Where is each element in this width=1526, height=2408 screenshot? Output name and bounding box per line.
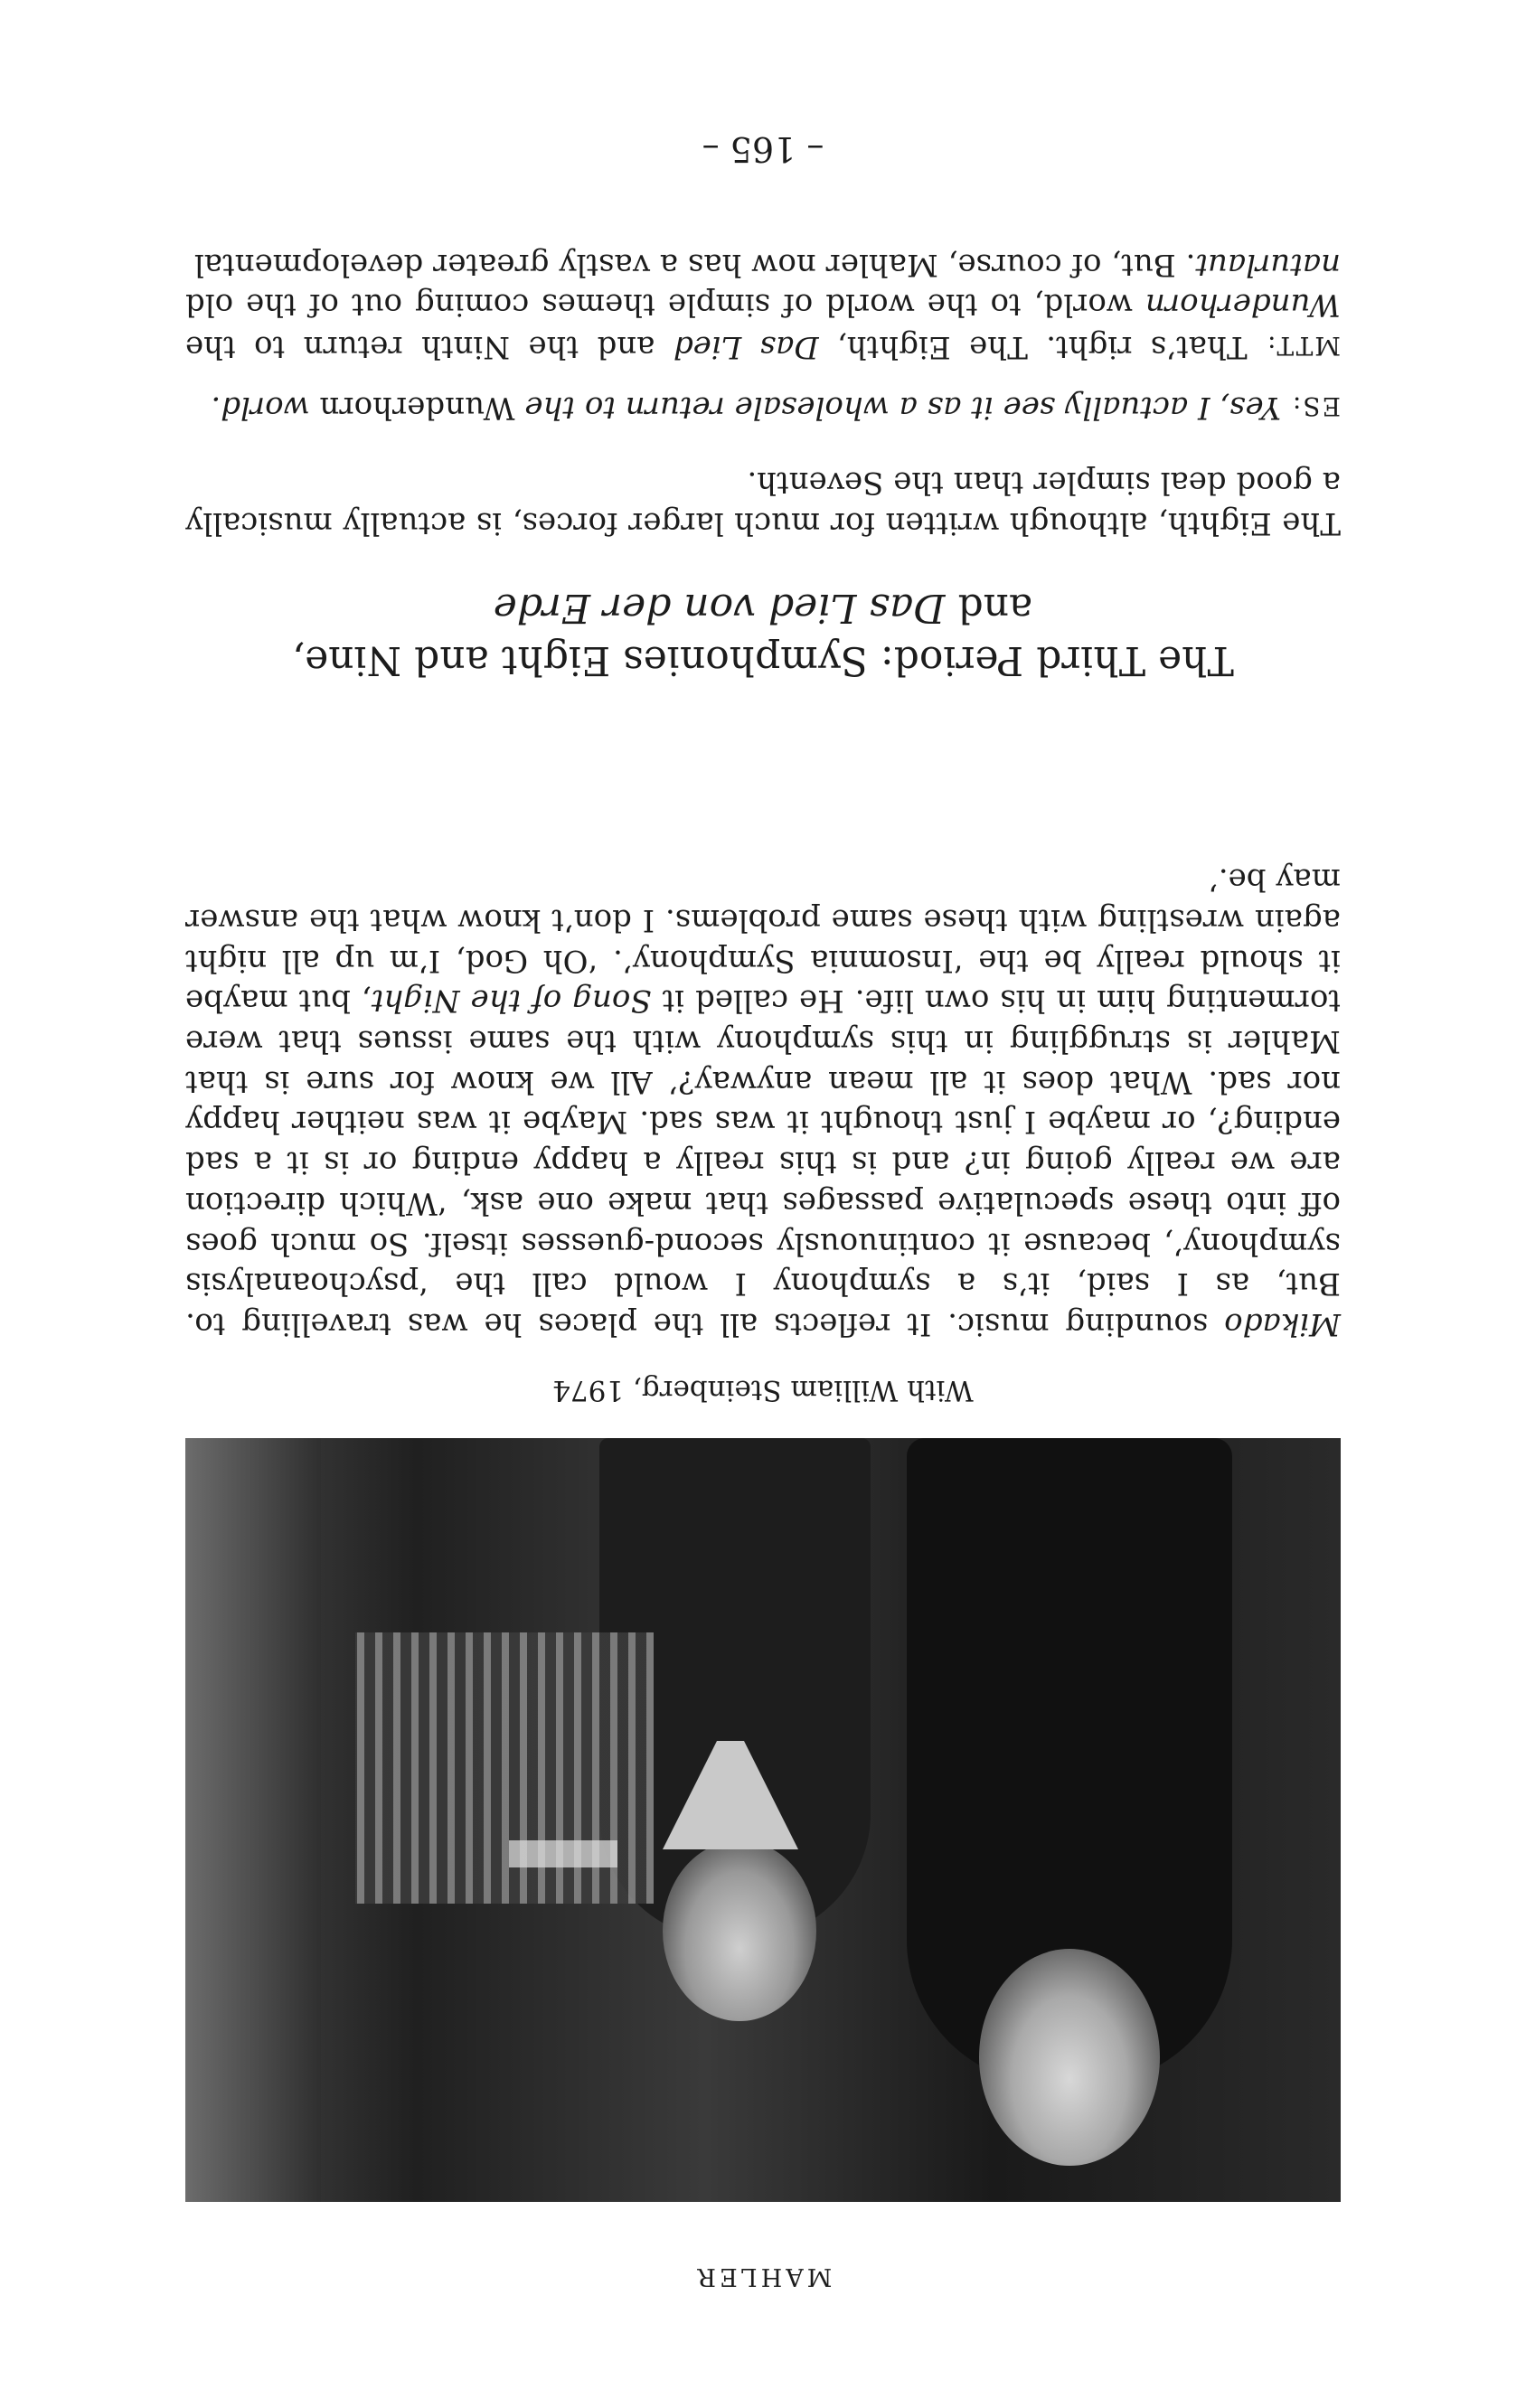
photo-score-label (509, 1840, 617, 1867)
photo-caption: With William Steinberg, 1974 (552, 1374, 974, 1406)
section-heading (185, 581, 1341, 686)
italic-title: Das Lied von der Erde (493, 585, 946, 631)
paragraph-text: , but maybe it should really be the ‘Insomnia Symphony’. ‘Oh God, I’m up all night again wrestling with these same problems. I don’t know what the answer may be.’ (185, 861, 1341, 1020)
paragraph-text: . But, of course, Mahler now has a vastly greater developmental (193, 246, 1196, 283)
speaker-label: MTT: (1266, 331, 1341, 361)
italic-text: Yes, I actually see it as a wholesale return to the (514, 390, 1282, 426)
section-heading-line-1: The Third Period: Symphonies Eight and Nine, (292, 637, 1234, 683)
photo-head-right (663, 1840, 816, 2021)
italic-title: Wunderhorn (1144, 287, 1341, 324)
paragraph-text: world, to the world of simple themes coming out of the old (185, 287, 1145, 324)
roman-word: Wunderhorn (319, 390, 515, 426)
speaker-label: ES: (1290, 391, 1341, 421)
italic-title: Das Lied (673, 329, 819, 365)
paragraph-text: sounding music. It reflects all the places he was travelling to. But, as I said, it’s a symphony I would call the ‘psychoanalysis symphony’, because it continuously second-guesses itself. So much goes off into these speculative passages that make one ask, ‘Which direction are we really going in? and is this really a happy ending or is it a sad ending?, or maybe I just thought it was sad. Maybe it was neither happy nor sad. What does it all mean anyway?’ All we know for sure is that Mahler is struggling in this symphony with the same issues that were tormenting him in his own life. He called it (185, 983, 1341, 1342)
body-paragraph (185, 860, 1341, 1344)
dialogue-paragraph (185, 244, 1341, 367)
italic-text: world. (211, 390, 320, 426)
heading-text: and (945, 585, 1033, 631)
italic-title: Mikado (1224, 1306, 1341, 1342)
running-head: MAHLER (693, 2262, 833, 2290)
paragraph-text: That’s right. The Eighth, (818, 329, 1248, 365)
photograph (185, 1438, 1341, 2202)
dialogue-paragraph (185, 385, 1341, 428)
italic-word: naturlaut (1195, 246, 1341, 283)
page-number: – 165 – (702, 129, 824, 169)
photo-head-left (979, 1949, 1160, 2166)
italic-title: Song of the Night (371, 983, 652, 1020)
body-paragraph: The Eighth, although written for much larger forces, is actually musically a good deal simpler than the Seventh. (185, 465, 1341, 541)
photo-background-edge (185, 1438, 321, 2202)
section-heading-line-2 (185, 581, 1341, 634)
paragraph-text: and the Ninth return to the (185, 329, 674, 365)
